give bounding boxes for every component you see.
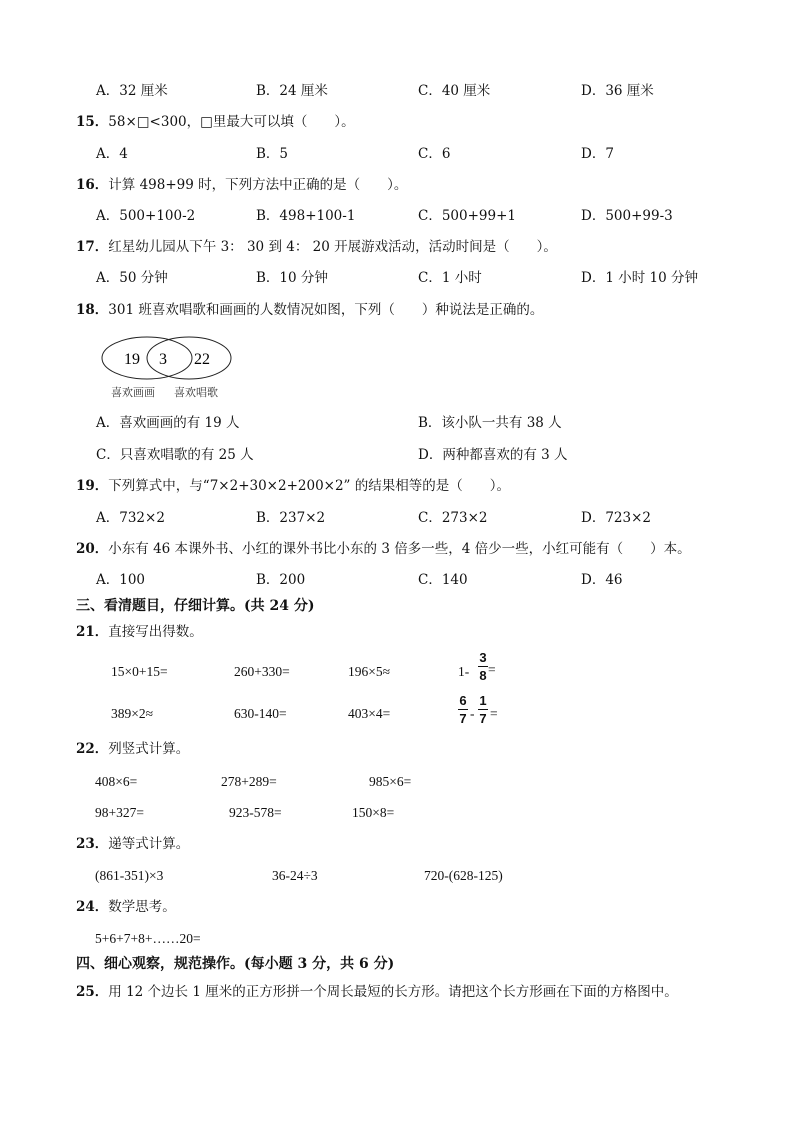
- stepwise-calc-item: 720-(628-125): [424, 868, 503, 883]
- vertical-calc-item: 408×6=: [95, 774, 138, 789]
- question-23: [76, 838, 189, 852]
- stepwise-calc-item: 36-24÷3: [272, 868, 318, 883]
- question-25: [76, 986, 678, 1000]
- q18-option-c[interactable]: C．只喜欢唱歌的有 25 人: [96, 447, 254, 463]
- q18-option-b[interactable]: B．该小队一共有 38 人: [418, 415, 562, 431]
- fraction-denominator: 7: [479, 711, 487, 726]
- question-text: 列竖式计算。: [108, 741, 190, 757]
- fraction-bar: [478, 709, 488, 710]
- q20-option-c[interactable]: C．140: [418, 572, 468, 588]
- section-4-heading: 四、细心观察，规范操作。(每小题 3 分，共 6 分): [76, 956, 395, 972]
- frac-expr-prefix: 1-: [458, 664, 470, 679]
- fraction-denominator: 8: [479, 668, 487, 683]
- q14-option-d[interactable]: D．36 厘米: [581, 83, 654, 99]
- q17-option-b[interactable]: B．10 分钟: [256, 270, 328, 286]
- vertical-calc-item: 98+327=: [95, 805, 144, 820]
- q15-option-c[interactable]: C．6: [418, 146, 451, 162]
- question-text: 红星幼儿园从下午 3： 30 到 4： 20 开展游戏活动，活动时间是（ ）。: [108, 239, 557, 255]
- question-number: 18．: [76, 302, 109, 318]
- stepwise-calc-item: (861-351)×3: [95, 868, 164, 883]
- frac-expr-equals: =: [490, 706, 498, 721]
- question-19: [76, 480, 510, 494]
- venn-middle-value: 3: [159, 351, 167, 368]
- vertical-calc-item: 278+289=: [221, 774, 277, 789]
- question-22: [76, 743, 189, 757]
- venn-left-value: 19: [124, 351, 140, 368]
- fraction-numerator: 1: [479, 693, 487, 708]
- question-16: [76, 179, 407, 193]
- q14-option-b[interactable]: B．24 厘米: [256, 83, 328, 99]
- question-number: 16．: [76, 177, 109, 193]
- q20-option-b[interactable]: B．200: [256, 572, 306, 588]
- frac-operator: -: [470, 706, 475, 721]
- q18-option-d[interactable]: D．两种都喜欢的有 3 人: [418, 447, 568, 463]
- venn-right-label: 喜欢唱歌: [174, 386, 218, 399]
- question-text: 递等式计算。: [108, 836, 190, 852]
- q19-option-b[interactable]: B．237×2: [256, 510, 326, 526]
- oral-calc-item: 196×5≈: [348, 664, 391, 679]
- fraction-numerator: 3: [479, 650, 487, 665]
- question-21: [76, 626, 203, 640]
- q17-option-c[interactable]: C．1 小时: [418, 270, 482, 286]
- venn-diagram: [100, 334, 240, 404]
- fraction: [478, 651, 488, 682]
- vertical-calc-item: 985×6=: [369, 774, 412, 789]
- question-24: [76, 901, 176, 915]
- question-15: [76, 116, 355, 130]
- question-20: [76, 543, 691, 557]
- question-text: 58×□<300，□里最大可以填（ ）。: [108, 114, 355, 130]
- math-thinking-expr: 5+6+7+8+……20=: [95, 931, 201, 946]
- vertical-calc-item: 150×8=: [352, 805, 395, 820]
- question-text: 数学思考。: [108, 899, 176, 915]
- q14-option-a[interactable]: A．32 厘米: [96, 83, 168, 99]
- venn-left-label: 喜欢画画: [111, 386, 155, 399]
- vertical-calc-item: 923-578=: [229, 805, 282, 820]
- question-text: 直接写出得数。: [108, 624, 203, 640]
- question-text: 计算 498+99 时，下列方法中正确的是（ ）。: [108, 177, 408, 193]
- q16-option-a[interactable]: A．500+100-2: [96, 208, 196, 224]
- fraction-numerator: 6: [459, 693, 467, 708]
- question-number: 24．: [76, 899, 109, 915]
- question-18: [76, 304, 543, 318]
- q18-option-a[interactable]: A．喜欢画画的有 19 人: [96, 415, 240, 431]
- oral-calc-item: 15×0+15=: [111, 664, 168, 679]
- q19-option-d[interactable]: D．723×2: [581, 510, 651, 526]
- q19-option-a[interactable]: A．732×2: [96, 510, 165, 526]
- section-3-heading: 三、看清题目，仔细计算。(共 24 分): [76, 598, 315, 614]
- fraction-bar: [478, 666, 488, 667]
- q15-option-a[interactable]: A．4: [96, 146, 128, 162]
- q20-option-d[interactable]: D．46: [581, 572, 623, 588]
- q16-option-b[interactable]: B．498+100-1: [256, 208, 356, 224]
- q19-option-c[interactable]: C．273×2: [418, 510, 488, 526]
- question-17: [76, 241, 557, 255]
- oral-calc-item: 260+330=: [234, 664, 290, 679]
- q14-option-c[interactable]: C．40 厘米: [418, 83, 491, 99]
- q15-option-b[interactable]: B．5: [256, 146, 289, 162]
- q16-option-c[interactable]: C．500+99+1: [418, 208, 516, 224]
- question-number: 21．: [76, 624, 109, 640]
- question-text: 下列算式中，与“7×2+30×2+200×2” 的结果相等的是（ ）。: [108, 478, 511, 494]
- question-number: 19．: [76, 478, 109, 494]
- fraction-bar: [458, 709, 468, 710]
- oral-calc-item: 630-140=: [234, 706, 287, 721]
- q20-option-a[interactable]: A．100: [96, 572, 146, 588]
- fraction: [478, 694, 488, 725]
- fraction: [458, 694, 468, 725]
- question-number: 25．: [76, 984, 109, 1000]
- oral-calc-item: 403×4=: [348, 706, 391, 721]
- q15-option-d[interactable]: D．7: [581, 146, 614, 162]
- q17-option-d[interactable]: D．1 小时 10 分钟: [581, 270, 698, 286]
- frac-expr-equals: =: [488, 662, 496, 677]
- oral-calc-item: 389×2≈: [111, 706, 154, 721]
- q16-option-d[interactable]: D．500+99-3: [581, 208, 673, 224]
- question-number: 23．: [76, 836, 109, 852]
- question-text: 小东有 46 本课外书、小红的课外书比小东的 3 倍多一些，4 倍少一些，小红可能有（ ）本。: [108, 541, 691, 557]
- q17-option-a[interactable]: A．50 分钟: [96, 270, 168, 286]
- venn-right-value: 22: [194, 351, 210, 368]
- question-number: 20．: [76, 541, 109, 557]
- question-text: 用 12 个边长 1 厘米的正方形拼一个周长最短的长方形。请把这个长方形画在下面的方格图中。: [108, 984, 678, 1000]
- question-number: 17．: [76, 239, 109, 255]
- question-number: 15．: [76, 114, 109, 130]
- question-number: 22．: [76, 741, 109, 757]
- question-text: 301 班喜欢唱歌和画画的人数情况如图，下列（ ）种说法是正确的。: [108, 302, 544, 318]
- fraction-denominator: 7: [459, 711, 467, 726]
